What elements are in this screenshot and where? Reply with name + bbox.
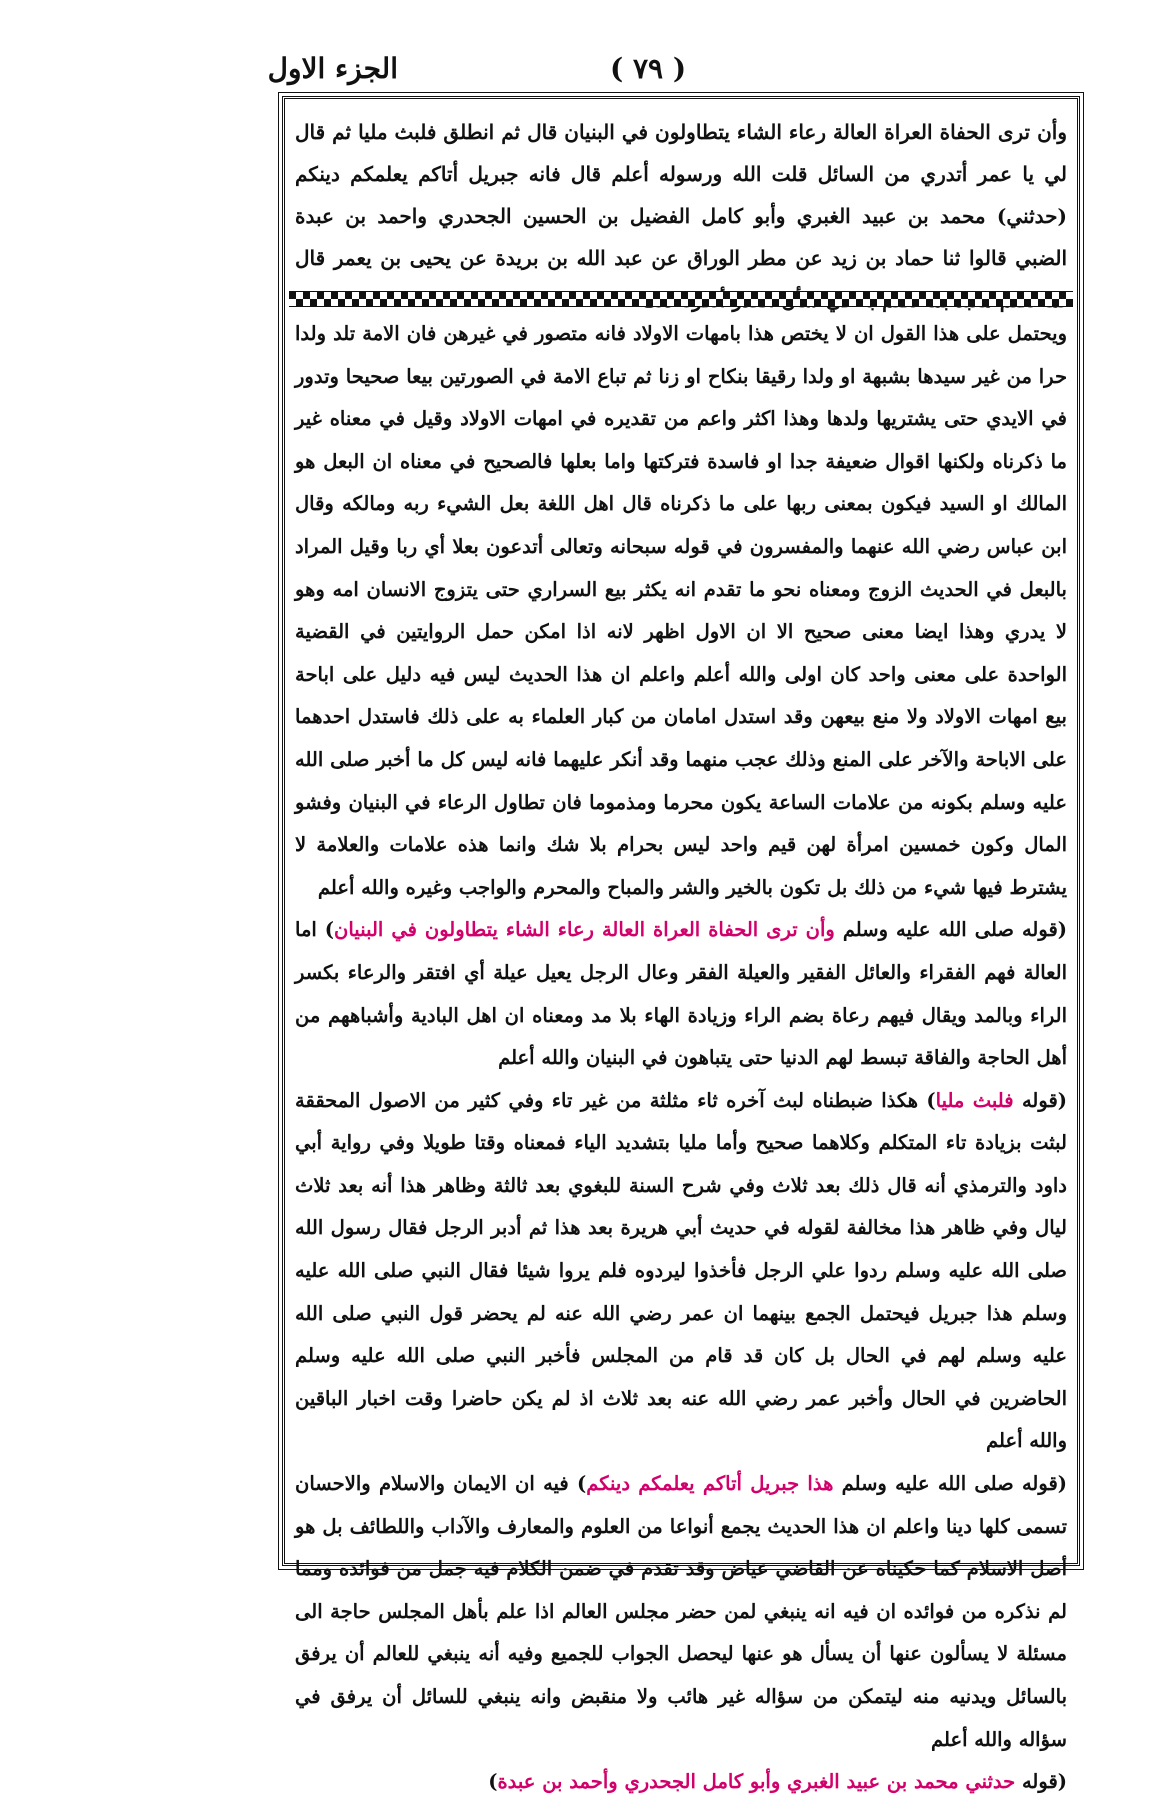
commentary-paragraph: (قوله حدثني محمد بن عبيد الغبري وأبو كامل الجحدري وأحمد بن عبدة): [488, 1770, 1067, 1794]
separator-band: [289, 291, 1073, 307]
commentary-text: [295, 313, 1068, 1794]
commentary-paragraph: ويحتمل على هذا القول ان لا يختص هذا بامهات الاولاد فانه متصور في غيرهن فان الامة تلد ولدا حرا من غير سيدها بشبهة او ولدا رقيقا بنكاح او زنا ثم تباع الامة في الصورتين بيعا صحيحا وتدور في الايدي حتى يشتريها ولدها وهذا اكثر واعم من تقديره في امهات الاولاد وقيل في معناه غير ما ذكرناه ولكنها اقوال ضعيفة جدا او فاسدة فتركتها واما بعلها فالصحيح في معناه ان البعل هو المالك او السيد فيكون بمعنى ربها على ما ذكرناه قال اهل اللغة بعل الشيء ربه ومالكه وقال ابن عباس رضي الله عنهما والمفسرون في قوله سبحانه وتعالى أتدعون بعلا أي ربا وقيل المراد بالبعل في الحديث الزوج ومعناه نحو ما تقدم انه يكثر بيع السراري حتى يتزوج الانسان امه وهو لا يدري وهذا ايضا معنى صحيح الا ان الاول اظهر لانه اذا امكن حمل الروايتين في القضية الواحدة على معنى واحد كان اولى والله أعلم واعلم ان هذا الحديث ليس فيه دليل على اباحة بيع امهات الاولاد ولا منع بيعهن وقد استدل امامان من كبار العلماء به على ذلك فاستدل احدهما على الاباحة والآخر على المنع وذلك عجب منهما وقد أنكر عليهما فانه ليس كل ما أخبر صلى الله عليه وسلم بكونه من علامات الساعة يكون محرما ومذموما فان تطاول الرعاء في البنيان وفشو المال وكون خمسين امرأة لهن قيم واحد ليس بحرام بلا شك وانما هذه علامات والعلامة لا يشترط فيها شيء من ذلك بل تكون بالخير والشر والمباح والمحرم والواجب وغيره والله أعلم: [295, 322, 1068, 899]
quoted-phrase: حدثني محمد بن عبيد الغبري وأبو كامل الجحدري وأحمد بن عبدة: [497, 1770, 1016, 1794]
quoted-phrase: وأن ترى الحفاة العراة العالة رعاء الشاء يتطاولون في البنيان: [334, 918, 835, 942]
hadith-text: وأن ترى الحفاة العراة العالة رعاء الشاء يتطاولون في البنيان قال ثم انطلق فلبث مليا ثم قال لي يا عمر أتدري من السائل قلت الله ورسوله أعلم قال فانه جبريل أتاكم يعلمكم دينكم (حدثني) محمد بن عبيد الغبري وأبو كامل الفضيل بن الحسين الجحدري واحمد بن عبدة الضبي قالوا ثنا حماد بن زيد عن مطر الوراق عن عبد الله بن بريدة عن يحيى بن يعمر قال: [295, 120, 1067, 270]
volume-label: الجزء الاول: [267, 52, 398, 85]
page-header: [0, 52, 1158, 102]
commentary-paragraph: (قوله صلى الله عليه وسلم وأن ترى الحفاة العراة العالة رعاء الشاء يتطاولون في البنيان) اما العالة فهم الفقراء والعائل الفقير والعيلة الفقر وعال الرجل يعيل عيلة أي افتقر والرعاء بكسر الراء وبالمد ويقال فيهم رعاة بضم الراء وزيادة الهاء بلا مد ومعناه ان اهل البادية وأشباههم من أهل الحاجة والفاقة تبسط لهم الدنيا حتى يتباهون في البنيان والله أعلم: [295, 918, 1067, 1070]
quoted-phrase: هذا جبريل أتاكم يعلمكم دينكم: [586, 1472, 834, 1496]
page-number: ( ٧٩ ): [610, 52, 687, 85]
quoted-phrase: فلبث مليا: [935, 1088, 1014, 1112]
commentary-paragraph: (قوله صلى الله عليه وسلم هذا جبريل أتاكم يعلمكم دينكم) فيه ان الايمان والاسلام والاحسان تسمى كلها دينا واعلم ان هذا الحديث يجمع أنواعا من العلوم والمعارف والآداب واللطائف بل هو أصل الاسلام كما حكيناه عن القاضي عياض وقد تقدم في ضمن الكلام فيه جمل من فوائده ومما لم نذكره من فوائده ان فيه انه ينبغي لمن حضر مجلس العالم اذا علم بأهل المجلس حاجة الى مسئلة لا يسألون عنها أن يسأل هو عنها ليحصل الجواب للجميع وفيه أنه ينبغي للعالم أن يرفق بالسائل ويدنيه منه ليتمكن من سؤاله غير هائب ولا منقبض وانه ينبغي للسائل أن يرفق في سؤاله والله أعلم: [295, 1472, 1067, 1751]
commentary-paragraph: (قوله فلبث مليا) هكذا ضبطناه لبث آخره ثاء مثلثة من غير تاء وفي كثير من الاصول المحققة لبثت بزيادة تاء المتكلم وكلاهما صحيح وأما مليا بتشديد الياء فمعناه وقتا طويلا وفي رواية أبي داود والترمذي أنه قال ذلك بعد ثلاث وفي شرح السنة للبغوي بعد ثالثة وظاهر هذا أنه بعد ثلاث ليال وفي ظاهر هذا مخالفة لقوله في حديث أبي هريرة بعد هذا ثم أدبر الرجل فقال رسول الله صلى الله عليه وسلم ردوا علي الرجل فأخذوا ليردوه فلم يروا شيئا فقال النبي صلى الله عليه وسلم هذا جبريل فيحتمل الجمع بينهما ان عمر رضي الله عنه لم يحضر قول النبي صلى الله عليه وسلم لهم في الحال بل كان قد قام من المجلس فأخبر النبي صلى الله عليه وسلم الحاضرين في الحال وأخبر عمر رضي الله عنه بعد ثلاث اذ لم يكن حاضرا وقت اخبار الباقين والله أعلم: [295, 1088, 1067, 1453]
page-frame: [282, 96, 1080, 1794]
